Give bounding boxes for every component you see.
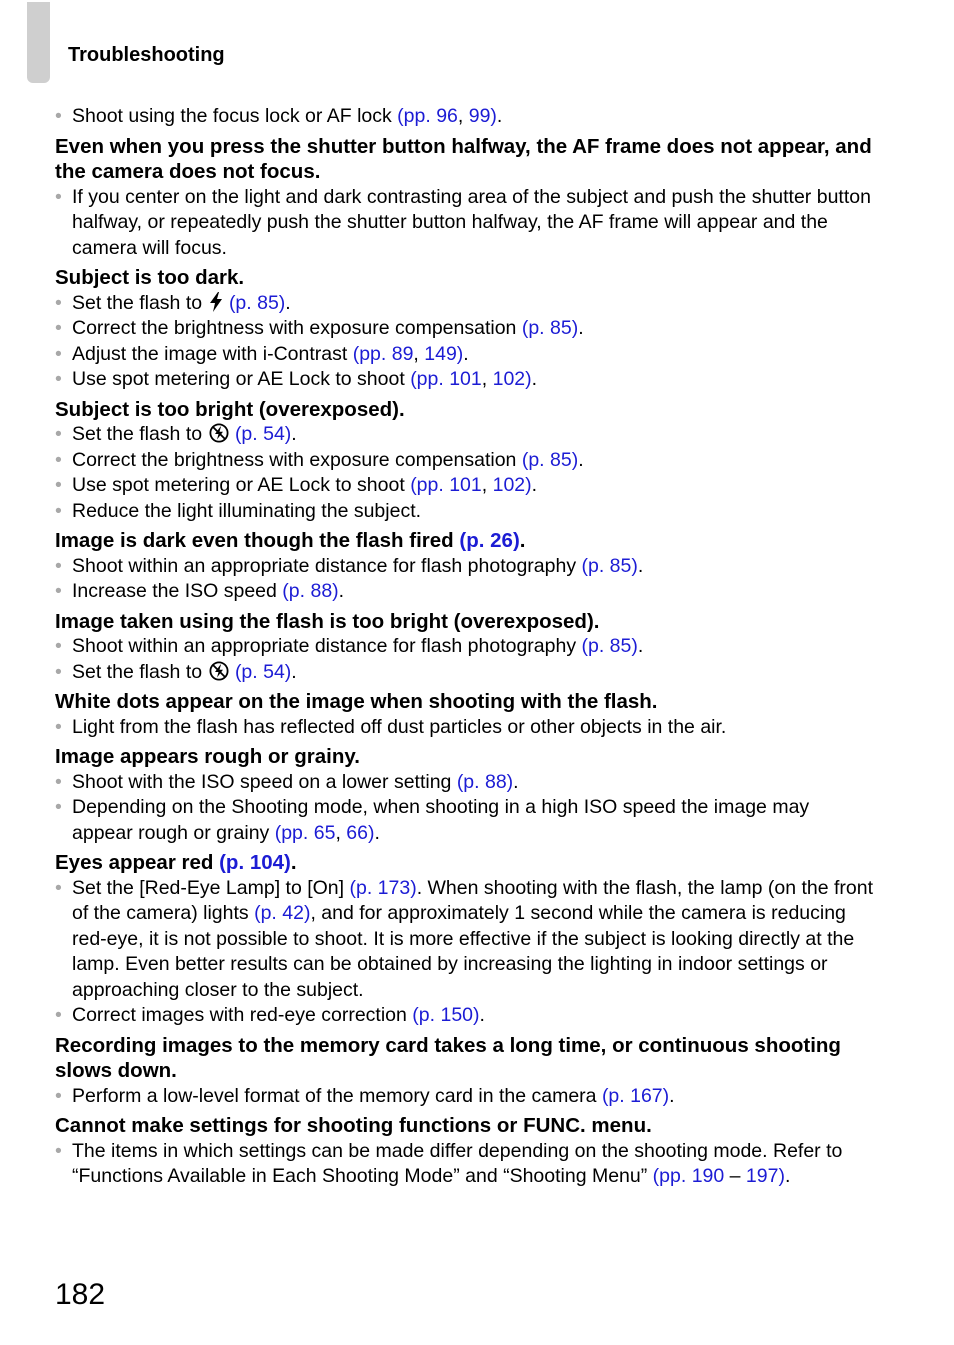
- text-run: Shoot within an appropriate distance for flash photography: [72, 635, 582, 657]
- solution-item: [55, 876, 875, 1004]
- solution-item: [55, 367, 875, 393]
- solution-list: [55, 770, 875, 847]
- text-run: Correct the brightness with exposure compensation: [72, 448, 522, 471]
- page-reference-link[interactable]: (pp. 96: [397, 105, 458, 127]
- text-run: Correct the brightness with exposure compensation: [72, 317, 522, 339]
- text-run: Eyes appear red: [55, 851, 220, 874]
- solution-list: [55, 715, 875, 741]
- text-run: .: [637, 635, 644, 657]
- page-reference-link[interactable]: (pp. 101: [410, 474, 482, 496]
- solution-item: [55, 316, 875, 342]
- page-reference-link[interactable]: (p. 173): [349, 876, 417, 899]
- text-run: Set the [Red-Eye Lamp] to [On]: [72, 876, 350, 899]
- text-run: . When shooting with the flash, the lamp (on the front of the camera) lights: [72, 876, 874, 924]
- flash-off-icon: [209, 661, 229, 681]
- page-reference-link[interactable]: (p. 88): [456, 770, 514, 793]
- text-run: ,: [413, 342, 425, 365]
- text-run: .: [285, 291, 291, 314]
- solution-list: [55, 554, 875, 605]
- text-run: .: [496, 105, 503, 127]
- page-reference-link[interactable]: 66): [346, 821, 375, 844]
- page-reference-link[interactable]: (p. 104): [219, 851, 291, 874]
- page-reference-link[interactable]: (p. 54): [234, 423, 292, 445]
- text-run: ,: [481, 474, 493, 496]
- solution-item: [55, 660, 875, 686]
- troubleshooting-entry: [55, 1113, 875, 1190]
- solution-item: [55, 1084, 875, 1110]
- text-run: Reduce the light illuminating the subject.: [72, 499, 422, 522]
- problem-heading: [55, 1033, 875, 1084]
- text-run: Set the flash to: [72, 291, 208, 314]
- solution-item: [55, 499, 875, 525]
- solution-list: [55, 876, 875, 1029]
- solution-list: [55, 634, 875, 685]
- text-run: .: [290, 851, 297, 874]
- solution-item: [55, 579, 875, 605]
- text-run: Light from the flash has reflected off dust particles or other objects in the air.: [72, 715, 727, 738]
- page-reference-link[interactable]: (p. 85): [581, 554, 638, 577]
- text-run: White dots appear on the image when shooting with the flash.: [55, 690, 658, 713]
- solution-item: [55, 422, 875, 448]
- solution-item: [55, 448, 875, 474]
- text-run: .: [519, 529, 526, 552]
- text-run: ,: [335, 821, 347, 844]
- text-run: Cannot make settings for shooting functions or FUNC. menu.: [55, 1114, 652, 1137]
- page-reference-link[interactable]: (p. 85): [228, 291, 286, 314]
- text-run: .: [578, 448, 584, 471]
- troubleshooting-entry: [55, 850, 875, 1029]
- text-run: The items in which settings can be made differ depending on the shooting mode. Refer to “Functions Available in Each Shooting Mode” and “Shooting Menu”: [72, 1139, 843, 1187]
- flash-on-icon: [209, 292, 223, 312]
- troubleshooting-content: [55, 104, 875, 1190]
- problem-heading: [55, 528, 875, 554]
- text-run: .: [479, 1004, 485, 1026]
- solution-item: [55, 770, 875, 796]
- solution-item: [55, 291, 875, 317]
- troubleshooting-entry: [55, 528, 875, 605]
- problem-heading: [55, 397, 875, 423]
- text-run: Image appears rough or grainy.: [55, 745, 360, 768]
- text-run: .: [463, 342, 469, 365]
- page-reference-link[interactable]: (p. 167): [601, 1084, 670, 1107]
- text-run: Subject is too bright (overexposed).: [55, 397, 405, 421]
- troubleshooting-entry: [55, 265, 875, 393]
- text-run: Set the flash to: [72, 423, 208, 445]
- solution-list: [55, 1084, 875, 1110]
- text-run: Image taken using the flash is too bright (overexposed).: [55, 609, 600, 633]
- solution-item: [55, 1139, 875, 1190]
- section-tab-marker: [27, 2, 50, 83]
- text-run: Shoot with the ISO speed on a lower setting: [72, 770, 457, 793]
- solution-list: [55, 104, 875, 130]
- text-run: Subject is too dark.: [55, 266, 245, 289]
- solution-list: [55, 1139, 875, 1190]
- page-reference-link[interactable]: 102): [492, 474, 532, 496]
- solution-item: [55, 185, 875, 262]
- page-reference-link[interactable]: 149): [424, 342, 464, 365]
- solution-item: [55, 104, 875, 130]
- troubleshooting-entry: [55, 1033, 875, 1110]
- page-reference-link[interactable]: (p. 88): [282, 580, 339, 602]
- solution-item: [55, 554, 875, 580]
- text-run: .: [578, 317, 584, 339]
- solution-item: [55, 1003, 875, 1029]
- solution-list: [55, 291, 875, 393]
- text-run: .: [669, 1084, 675, 1107]
- page-reference-link[interactable]: (pp. 65: [274, 821, 336, 844]
- text-run: Depending on the Shooting mode, when shooting in a high ISO speed the image may appear rough or grainy: [72, 796, 810, 844]
- page-reference-link[interactable]: (pp. 190: [652, 1165, 725, 1187]
- problem-heading: [55, 1113, 875, 1139]
- text-run: Image is dark even though the flash fired: [55, 529, 460, 552]
- text-run: Increase the ISO speed: [72, 580, 283, 602]
- text-run: ,: [481, 368, 493, 390]
- page-reference-link[interactable]: (p. 85): [581, 635, 638, 657]
- text-run: Use spot metering or AE Lock to shoot: [72, 474, 411, 496]
- text-run: .: [784, 1165, 791, 1187]
- text-run: .: [291, 660, 297, 683]
- text-run: If you center on the light and dark contrasting area of the subject and push the shutter button halfway, or repeatedly push the shutter button halfway, the AF frame will appear and the camera will focus.: [72, 185, 871, 259]
- solution-item: [55, 473, 875, 499]
- text-run: .: [338, 580, 345, 602]
- page-number: 182: [55, 1278, 106, 1311]
- text-run: Recording images to the memory card takes a long time, or continuous shooting slows down.: [55, 1033, 841, 1082]
- page-reference-link[interactable]: (pp. 89: [352, 342, 414, 365]
- troubleshooting-entry: [55, 104, 875, 130]
- page-reference-link[interactable]: (p. 26): [459, 529, 520, 552]
- solution-item: [55, 634, 875, 660]
- troubleshooting-entry: [55, 689, 875, 740]
- text-run: Shoot within an appropriate distance for flash photography: [72, 554, 582, 577]
- troubleshooting-entry: [55, 397, 875, 525]
- text-run: Shoot using the focus lock or AF lock: [72, 105, 398, 127]
- text-run: .: [291, 423, 297, 445]
- troubleshooting-entry: [55, 609, 875, 686]
- text-run: .: [513, 770, 519, 793]
- solution-list: [55, 422, 875, 524]
- text-run: .: [531, 368, 538, 390]
- troubleshooting-entry: [55, 134, 875, 262]
- text-run: Set the flash to: [72, 660, 208, 683]
- problem-heading: [55, 689, 875, 715]
- solution-item: [55, 795, 875, 846]
- page-reference-link[interactable]: (p. 85): [521, 317, 579, 339]
- solution-item: [55, 715, 875, 741]
- text-run: ,: [457, 105, 469, 127]
- problem-heading: [55, 265, 875, 291]
- text-run: .: [374, 821, 380, 844]
- text-run: Correct images with red-eye correction: [72, 1004, 413, 1026]
- troubleshooting-entry: [55, 744, 875, 846]
- text-run: .: [637, 554, 644, 577]
- problem-heading: [55, 744, 875, 770]
- text-run: .: [531, 474, 538, 496]
- page-reference-link[interactable]: 102): [492, 368, 532, 390]
- page-reference-link[interactable]: (p. 85): [521, 448, 579, 471]
- problem-heading: [55, 850, 875, 876]
- solution-item: [55, 342, 875, 368]
- text-run: Even when you press the shutter button halfway, the AF frame does not appear, and the camera does not focus.: [55, 134, 872, 183]
- problem-heading: [55, 609, 875, 635]
- page-reference-link[interactable]: (pp. 101: [410, 368, 482, 390]
- text-run: Use spot metering or AE Lock to shoot: [72, 368, 411, 390]
- text-run: Perform a low-level format of the memory card in the camera: [72, 1084, 602, 1107]
- page-reference-link[interactable]: (p. 54): [234, 660, 292, 683]
- page-reference-link[interactable]: (p. 150): [412, 1004, 480, 1026]
- text-run: –: [724, 1165, 746, 1187]
- page-reference-link[interactable]: (p. 42): [254, 902, 311, 924]
- text-run: , and for approximately 1 second while the camera is reducing red-eye, it is not possible to shoot. It is more effective if the subject is looking directly at the lamp. Even better results can be obtained by increasing the lighting in indoor settings or approaching closer to the subject.: [72, 902, 855, 1001]
- text-run: Adjust the image with i-Contrast: [72, 342, 353, 365]
- problem-heading: [55, 134, 875, 185]
- page-reference-link[interactable]: 197): [745, 1165, 785, 1187]
- solution-list: [55, 185, 875, 262]
- page-reference-link[interactable]: 99): [468, 105, 497, 127]
- flash-off-icon: [209, 423, 229, 443]
- running-header: Troubleshooting: [68, 44, 225, 66]
